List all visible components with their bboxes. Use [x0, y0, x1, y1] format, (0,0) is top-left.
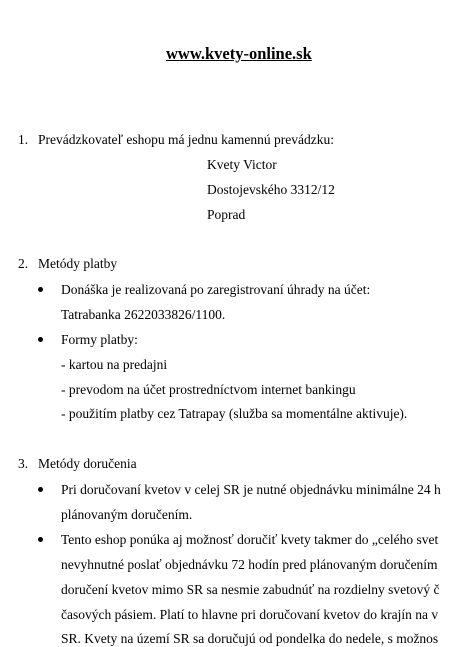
delivery-bullet-2-line-1: Tento eshop ponúka aj možnosť doručiť kvety takmer do „celého svet	[61, 532, 439, 547]
bullet-icon	[38, 287, 43, 292]
delivery-bullet-1-line-1: Pri doručovaní kvetov v celej SR je nutné objednávku minimálne 24 h	[61, 482, 441, 497]
delivery-bullet-2-line-3: doručení kvetov mimo SR sa nesmie zabudnúť na rozdielny svetový č	[61, 582, 440, 597]
section-3-number: 3.	[18, 456, 29, 471]
section-2-number: 2.	[18, 256, 29, 271]
section-1-heading: Prevádzkovateľ eshopu má jednu kamennú prevádzku:	[38, 132, 335, 147]
section-1-number: 1.	[18, 132, 29, 147]
bullet-icon	[38, 487, 43, 492]
delivery-bullet-2-line-5: SR. Kvety na území SR sa doručujú od pondelka do nedele, s možnos	[61, 631, 439, 646]
delivery-bullet-2-line-2: nevyhnutné poslať objednávku 72 hodín pred plánovaným doručením	[61, 557, 438, 572]
payment-bullet-2-line-2: - kartou na predajni	[61, 357, 168, 372]
payment-bullet-1-line-2: Tatrabanka 2622033826/1100.	[61, 307, 226, 322]
delivery-bullet-1-line-2: plánovaným doručením.	[61, 507, 193, 522]
section-2-heading: Metódy platby	[38, 256, 118, 271]
payment-bullet-2-line-4: - použitím platby cez Tatrapay (služba sa momentálne aktivuje).	[61, 406, 408, 421]
payment-bullet-2-line-1: Formy platby:	[61, 332, 138, 347]
delivery-bullet-2-line-4: časových pásiem. Platí to hlavne pri doručovaní kvetov do krajín na v	[61, 607, 439, 622]
payment-bullet-2-line-3: - prevodom na účet prostredníctvom internet bankingu	[61, 382, 356, 397]
address-line-city: Poprad	[207, 207, 246, 222]
address-line-name: Kvety Victor	[207, 157, 277, 172]
document-title: www.kvety-online.sk	[166, 44, 312, 63]
address-line-street: Dostojevského 3312/12	[207, 182, 335, 197]
section-3-heading: Metódy doručenia	[38, 456, 137, 471]
bullet-icon	[38, 537, 43, 542]
bullet-icon	[38, 337, 43, 342]
payment-bullet-1-line-1: Donáška je realizovaná po zaregistrovaní úhrady na účet:	[61, 282, 371, 297]
